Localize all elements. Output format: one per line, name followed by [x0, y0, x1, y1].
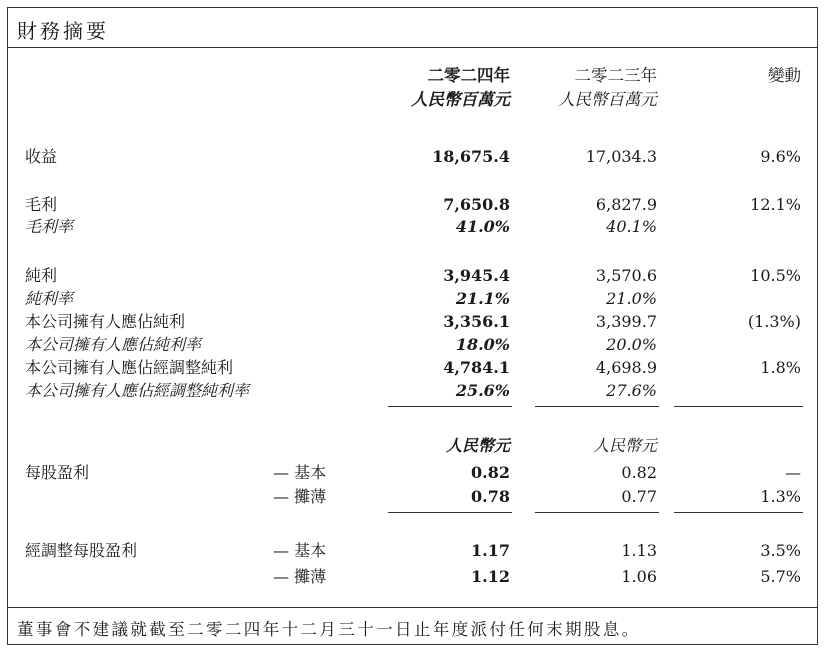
row-value-2023: 40.1%	[606, 217, 657, 236]
adj-eps-basic-sublabel: — 基本	[273, 541, 327, 560]
eps-basic-2024: 0.82	[471, 463, 510, 482]
row-label: 本公司擁有人應佔經調整純利	[25, 358, 234, 377]
adj-eps-basic-change: 3.5%	[760, 541, 801, 560]
row-change: 9.6%	[760, 147, 801, 166]
eps-diluted-2024: 0.78	[471, 487, 510, 506]
row-value-2023: 21.0%	[606, 289, 657, 308]
adj-eps-basic-2023: 1.13	[621, 541, 657, 560]
eps-diluted-change: 1.3%	[760, 487, 801, 506]
row-value-2023: 4,698.9	[595, 358, 657, 377]
adj-eps-label: 經調整每股盈利	[25, 541, 138, 560]
row-change: 12.1%	[750, 195, 801, 214]
row-value-2024: 25.6%	[455, 381, 510, 400]
row-label: 本公司擁有人應佔純利率	[25, 335, 202, 354]
row-value-2024: 3,945.4	[443, 266, 510, 285]
col-2024-year: 二零二四年	[427, 66, 510, 85]
row-value-2024: 7,650.8	[443, 195, 510, 214]
row-change: 10.5%	[750, 266, 801, 285]
divider	[535, 406, 659, 407]
row-value-2024: 21.1%	[455, 289, 510, 308]
row-value-2024: 18,675.4	[432, 147, 510, 166]
row-value-2023: 3,570.6	[595, 266, 657, 285]
row-value-2023: 17,034.3	[585, 147, 657, 166]
eps-basic-2023: 0.82	[621, 463, 657, 482]
panel-footer	[8, 607, 817, 644]
divider	[674, 406, 803, 407]
row-value-2024: 4,784.1	[443, 358, 510, 377]
panel-title: 財務摘要	[17, 19, 109, 43]
row-label: 本公司擁有人應佔純利	[25, 312, 186, 331]
divider	[388, 512, 512, 513]
eps-unit-2024: 人民幣元	[445, 436, 510, 455]
row-label: 純利	[25, 266, 58, 285]
adj-eps-diluted-2023: 1.06	[621, 567, 657, 586]
divider	[535, 512, 659, 513]
adj-eps-basic-2024: 1.17	[471, 541, 510, 560]
row-value-2023: 20.0%	[606, 335, 657, 354]
eps-basic-sublabel: — 基本	[273, 463, 327, 482]
row-change: 1.8%	[760, 358, 801, 377]
row-value-2024: 3,356.1	[443, 312, 510, 331]
divider	[388, 406, 512, 407]
divider	[674, 512, 803, 513]
row-value-2023: 6,827.9	[595, 195, 657, 214]
col-2023-unit: 人民幣百萬元	[558, 90, 657, 109]
eps-diluted-sublabel: — 攤薄	[273, 487, 327, 506]
adj-eps-diluted-sublabel: — 攤薄	[273, 567, 327, 586]
col-2023-year: 二零二三年	[574, 66, 657, 85]
row-value-2023: 27.6%	[606, 381, 657, 400]
eps-unit-2023: 人民幣元	[592, 436, 657, 455]
row-label: 毛利率	[25, 217, 74, 236]
eps-basic-change: —	[785, 463, 801, 482]
panel-header	[8, 8, 817, 48]
row-value-2023: 3,399.7	[595, 312, 657, 331]
row-label: 純利率	[25, 289, 74, 308]
row-value-2024: 18.0%	[455, 335, 510, 354]
dividend-note: 董事會不建議就截至二零二四年十二月三十一日止年度派付任何末期股息。	[17, 620, 641, 639]
adj-eps-diluted-2024: 1.12	[471, 567, 510, 586]
row-change: (1.3%)	[747, 312, 801, 331]
financial-summary-panel	[7, 7, 818, 645]
row-label: 本公司擁有人應佔經調整純利率	[25, 381, 250, 400]
adj-eps-diluted-change: 5.7%	[760, 567, 801, 586]
eps-label: 每股盈利	[25, 463, 90, 482]
row-label: 毛利	[25, 195, 58, 214]
col-change: 變動	[768, 66, 801, 85]
col-2024-unit: 人民幣百萬元	[411, 90, 510, 109]
row-label: 收益	[25, 147, 58, 166]
eps-diluted-2023: 0.77	[621, 487, 657, 506]
row-value-2024: 41.0%	[455, 217, 510, 236]
